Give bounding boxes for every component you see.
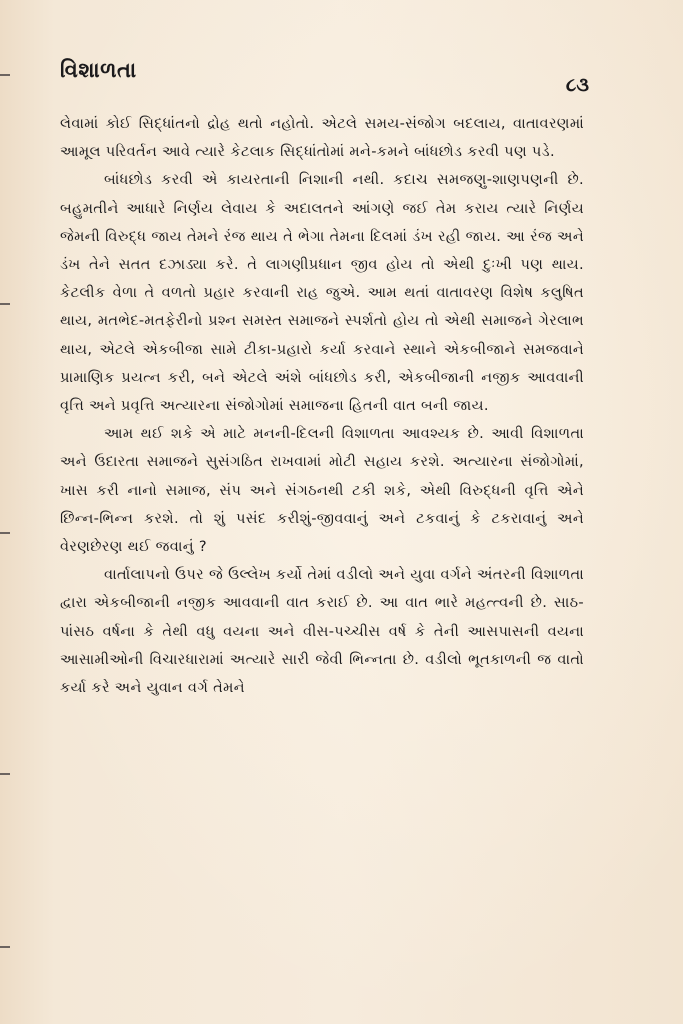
page-edge-mark: [0, 532, 10, 534]
paragraph: બાંધછોડ કરવી એ કાયરતાની નિશાની નથી. કદાચ સમજણુ-શાણપણની છે. બહુમતીને આધારે નિર્ણય લેવાય કે અદાલતને આંગણે જઈ તેમ કરાય ત્યારે નિર્ણય જેમની વિરુદ્ધ જાય તેમને રંજ થાય તે ભેગા તેમના દિલમાં ડંખ રહી જાય. આ રંજ અને ડંખ તેને સતત દઝાડ્યા કરે. તે લાગણીપ્રધાન જીવ હોય તો એથી દુઃખી પણ થાય. કેટલીક વેળા તે વળતો પ્રહાર કરવાની રાહ જુએ. આમ થતાં વાતાવરણ વિશેષ કલુષિત થાય, મતભેદ-મતફેરીનો પ્રશ્ન સમસ્ત સમાજને સ્પર્શતો હોય તો એથી સમાજને ગેરલાભ થાય, એટલે એકબીજા સામે ટીકા-પ્રહારો કર્યા કરવાને સ્થાને એકબીજાને સમજવાને પ્રામાણિક પ્રયત્ન કરી, બને એટલે અંશે બાંધછોડ કરી, એકબીજાની નજીક આવવાની વૃત્તિ અને પ્રવૃત્તિ અત્યારના સંજોગોમાં સમાજના હિતની વાત બની જાય.: [60, 171, 584, 415]
page-edge-mark: [0, 946, 10, 948]
body-text: [60, 110, 584, 702]
page-edge-mark: [0, 303, 10, 305]
paragraph: લેવામાં કોઈ સિદ્ધાંતનો દ્રોહ થતો નહોતો. એટલે સમય-સંજોગ બદલાય, વાતાવરણમાં આમૂલ પરિવર્તન આવે ત્યારે કેટલાક સિદ્ધાંતોમાં મને-કમને બાંધછોડ કરવી પણ પડે.: [60, 115, 584, 161]
paragraph: વાર્તાલાપનો ઉપર જે ઉલ્લેખ કર્યો તેમાં વડીલો અને યુવા વર્ગને અંતરની વિશાળતા દ્વારા એકબીજાની નજીક આવવાની વાત કરાઈ છે. આ વાત ભારે મહત્ત્વની છે. સાઠ-પાંસઠ વર્ષના કે તેથી વધુ વયના અને વીસ-પચ્ચીસ વર્ષ કે તેની આસપાસની વયના આસામીઓની વિચારધારામાં અત્યારે સારી જેવી ભિન્નતા છે. વડીલો ભૂતકાળની જ વાતો કર્યા કરે અને યુવાન વર્ગ તેમને: [60, 566, 584, 697]
running-head: વિશાળતા: [60, 58, 137, 82]
paragraph: આમ થઈ શકે એ માટે મનની-દિલની વિશાળતા આવશ્યક છે. આવી વિશાળતા અને ઉદારતા સમાજને સુસંગઠિત રાખવામાં મોટી સહાય કરશે. અત્યારના સંજોગોમાં, ખાસ કરી નાનો સમાજ, સંપ અને સંગઠનથી ટકી શકે, એથી વિરુદ્ધની વૃત્તિ એને છિન્ન-ભિન્ન કરશે. તો શું પસંદ કરીશું-જીવવાનું અને ટકવાનું કે ટકરાવાનું અને વેરણછેરણ થઈ જવાનું ?: [60, 425, 584, 556]
page-edge-mark: [0, 74, 10, 76]
page-edge-mark: [0, 773, 10, 775]
page-number: ૮૩: [565, 74, 589, 96]
